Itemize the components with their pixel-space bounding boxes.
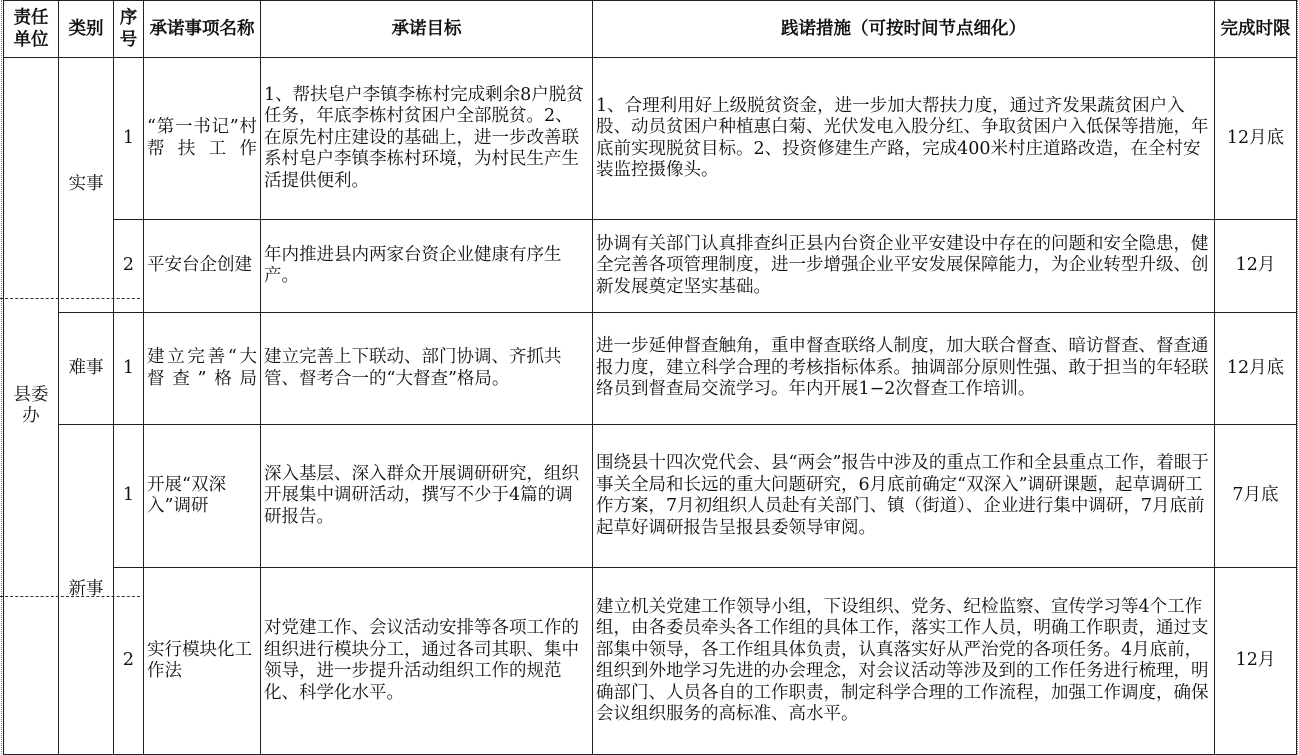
item-name-cell: 平安台企创建 (144, 220, 261, 313)
category-nanshi: 难事 (59, 313, 114, 425)
deadline-cell: 12月底 (1215, 58, 1297, 220)
deadline-cell: 12月 (1215, 220, 1297, 313)
header-seq: 序号 (114, 1, 144, 58)
measures-cell: 建立机关党建工作领导小组，下设组织、党务、纪检监察、宣传学习等4个工作组，由各委员牵头各工作组的具体工作，落实工作人员，明确工作职责，通过支部集中领导，各工作组具体负责，认真落实好从严治党的各项任务。4月底前，组织到外地学习先进的办会理念，对会议活动等涉及到的工作任务进行梳理，明确部门、人员各自的工作职责，制定科学合理的工作流程，加强工作调度，确保会议组织服务的高标准、高水平。 (593, 568, 1215, 755)
table-row (4, 58, 1297, 220)
table-row (4, 568, 1297, 755)
goal-cell: 深入基层、深入群众开展调研研究，组织开展集中调研活动，撰写不少于4篇的调研报告。 (261, 425, 593, 568)
unit-cell: 县委办 (4, 58, 59, 755)
item-name-cell: 实行模块化工作法 (144, 568, 261, 755)
item-name-cell: 开展“双深入”调研 (144, 425, 261, 568)
header-unit: 责任单位 (4, 1, 59, 58)
seq-cell: 1 (114, 58, 144, 220)
commitment-table (3, 0, 1297, 755)
item-name-cell: 建立完善“大督查”格局 (144, 313, 261, 425)
measures-cell: 1、合理利用好上级脱贫资金，进一步加大帮扶力度，通过齐发果蔬贫困户入股、动员贫困户种植惠白菊、光伏发电入股分红、争取贫困户入低保等措施，年底前实现脱贫目标。2、投资修建生产路，完成400米村庄道路改造，在全村安装监控摄像头。 (593, 58, 1215, 220)
table-row (4, 220, 1297, 313)
seq-cell: 1 (114, 313, 144, 425)
table-row (4, 313, 1297, 425)
category-shishi: 实事 (59, 58, 114, 313)
goal-cell: 建立完善上下联动、部门协调、齐抓共管、督考合一的“大督查”格局。 (261, 313, 593, 425)
header-item-name: 承诺事项名称 (144, 1, 261, 58)
header-category: 类别 (59, 1, 114, 58)
dashed-guide-line (0, 596, 140, 597)
header-deadline: 完成时限 (1215, 1, 1297, 58)
dashed-guide-line (0, 298, 140, 299)
item-name-cell: “第一书记”村帮扶工作 (144, 58, 261, 220)
header-row (4, 1, 1297, 58)
category-xinshi: 新事 (59, 425, 114, 755)
deadline-cell: 12月 (1215, 568, 1297, 755)
goal-cell: 1、帮扶皂户李镇李栋村完成剩余8户脱贫任务，年底李栋村贫困户全部脱贫。2、在原先村庄建设的基础上，进一步改善联系村皂户李镇李栋村环境，为村民生产生活提供便利。 (261, 58, 593, 220)
seq-cell: 2 (114, 568, 144, 755)
guide-line-right (1297, 0, 1298, 754)
table-row (4, 425, 1297, 568)
measures-cell: 协调有关部门认真排查纠正县内台资企业平安建设中存在的问题和安全隐患，健全完善各项管理制度，进一步增强企业平安发展保障能力，为企业转型升级、创新发展奠定坚实基础。 (593, 220, 1215, 313)
seq-cell: 1 (114, 425, 144, 568)
seq-cell: 2 (114, 220, 144, 313)
measures-cell: 进一步延伸督查触角，重申督查联络人制度，加大联合督查、暗访督查、督查通报力度，建立科学合理的考核指标体系。抽调部分原则性强、敢于担当的年轻联络员到督查局交流学习。年内开展1−2次督查工作培训。 (593, 313, 1215, 425)
goal-cell: 对党建工作、会议活动安排等各项工作的组织进行模块分工，通过各司其职、集中领导，进一步提升活动组织工作的规范化、科学化水平。 (261, 568, 593, 755)
deadline-cell: 12月底 (1215, 313, 1297, 425)
guide-line-left (1, 0, 2, 754)
goal-cell: 年内推进县内两家台资企业健康有序生产。 (261, 220, 593, 313)
deadline-cell: 7月底 (1215, 425, 1297, 568)
measures-cell: 围绕县十四次党代会、县“两会”报告中涉及的重点工作和全县重点工作，着眼于事关全局和长远的重大问题研究，6月底前确定“双深入”调研课题，起草调研工作方案，7月初组织人员赴有关部门、镇（街道）、企业进行集中调研，7月底前起草好调研报告呈报县委领导审阅。 (593, 425, 1215, 568)
header-measures: 践诺措施（可按时间节点细化） (593, 1, 1215, 58)
header-goal: 承诺目标 (261, 1, 593, 58)
